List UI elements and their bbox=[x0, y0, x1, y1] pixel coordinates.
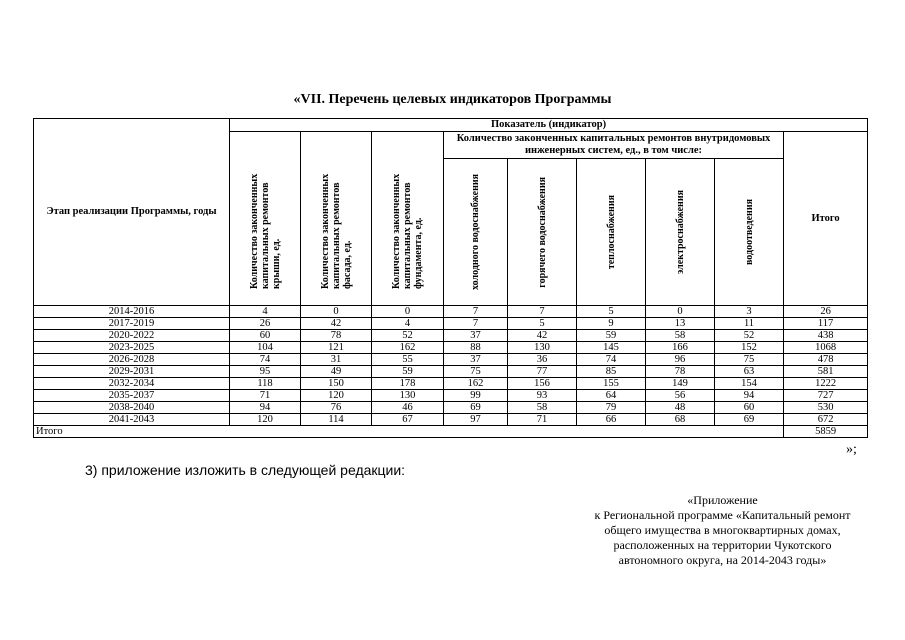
value-cell: 69 bbox=[715, 414, 784, 426]
value-cell: 162 bbox=[372, 342, 444, 354]
value-cell: 58 bbox=[646, 330, 715, 342]
column-header-cold-water: холодного водоснабжения bbox=[444, 159, 508, 306]
value-cell: 149 bbox=[646, 378, 715, 390]
value-cell: 13 bbox=[646, 318, 715, 330]
value-cell: 75 bbox=[444, 366, 508, 378]
value-cell: 94 bbox=[715, 390, 784, 402]
value-cell: 145 bbox=[577, 342, 646, 354]
value-cell: 48 bbox=[646, 402, 715, 414]
row-total-cell: 727 bbox=[784, 390, 868, 402]
row-total-cell: 438 bbox=[784, 330, 868, 342]
value-cell: 75 bbox=[715, 354, 784, 366]
table-row bbox=[34, 366, 868, 378]
value-cell: 121 bbox=[301, 342, 372, 354]
column-header-foundation: Количество законченных капитальных ремонтов фундамента, ед. bbox=[372, 132, 444, 306]
table-row bbox=[34, 342, 868, 354]
value-cell: 52 bbox=[372, 330, 444, 342]
table-row bbox=[34, 330, 868, 342]
value-cell: 94 bbox=[230, 402, 301, 414]
value-cell: 79 bbox=[577, 402, 646, 414]
value-cell: 154 bbox=[715, 378, 784, 390]
value-cell: 56 bbox=[646, 390, 715, 402]
row-total-cell: 672 bbox=[784, 414, 868, 426]
value-cell: 156 bbox=[508, 378, 577, 390]
value-cell: 58 bbox=[508, 402, 577, 414]
value-cell: 42 bbox=[301, 318, 372, 330]
stage-header: Этап реализации Программы, годы bbox=[34, 119, 230, 306]
value-cell: 130 bbox=[372, 390, 444, 402]
value-cell: 55 bbox=[372, 354, 444, 366]
value-cell: 93 bbox=[508, 390, 577, 402]
column-header-facade: Количество законченных капитальных ремонтов фасада, ед. bbox=[301, 132, 372, 306]
value-cell: 155 bbox=[577, 378, 646, 390]
column-header-roof: Количество законченных капитальных ремонтов крыши, ед. bbox=[230, 132, 301, 306]
value-cell: 152 bbox=[715, 342, 784, 354]
value-cell: 78 bbox=[301, 330, 372, 342]
value-cell: 3 bbox=[715, 306, 784, 318]
row-total-cell: 117 bbox=[784, 318, 868, 330]
closing-mark: »; bbox=[846, 442, 857, 457]
value-cell: 96 bbox=[646, 354, 715, 366]
value-cell: 42 bbox=[508, 330, 577, 342]
table-row bbox=[34, 414, 868, 426]
row-total-cell: 26 bbox=[784, 306, 868, 318]
value-cell: 150 bbox=[301, 378, 372, 390]
value-cell: 5 bbox=[508, 318, 577, 330]
period-cell: 2026-2028 bbox=[34, 354, 230, 366]
value-cell: 59 bbox=[372, 366, 444, 378]
value-cell: 0 bbox=[372, 306, 444, 318]
value-cell: 60 bbox=[715, 402, 784, 414]
value-cell: 59 bbox=[577, 330, 646, 342]
column-header-heating: теплоснабжения bbox=[577, 159, 646, 306]
appendix-line: «Приложение bbox=[687, 493, 758, 507]
value-cell: 60 bbox=[230, 330, 301, 342]
indicators-table bbox=[33, 118, 868, 438]
grand-total-value: 5859 bbox=[784, 426, 868, 438]
value-cell: 49 bbox=[301, 366, 372, 378]
appendix-line: автономного округа, на 2014-2043 годы» bbox=[618, 553, 827, 567]
section-title: «VII. Перечень целевых индикаторов Программы bbox=[293, 92, 612, 107]
period-cell: 2038-2040 bbox=[34, 402, 230, 414]
period-cell: 2032-2034 bbox=[34, 378, 230, 390]
value-cell: 85 bbox=[577, 366, 646, 378]
value-cell: 71 bbox=[508, 414, 577, 426]
value-cell: 7 bbox=[508, 306, 577, 318]
value-cell: 0 bbox=[301, 306, 372, 318]
value-cell: 99 bbox=[444, 390, 508, 402]
value-cell: 104 bbox=[230, 342, 301, 354]
value-cell: 69 bbox=[444, 402, 508, 414]
value-cell: 67 bbox=[372, 414, 444, 426]
value-cell: 66 bbox=[577, 414, 646, 426]
value-cell: 68 bbox=[646, 414, 715, 426]
table-row bbox=[34, 306, 868, 318]
value-cell: 7 bbox=[444, 306, 508, 318]
row-total-cell: 1068 bbox=[784, 342, 868, 354]
value-cell: 26 bbox=[230, 318, 301, 330]
value-cell: 4 bbox=[230, 306, 301, 318]
value-cell: 4 bbox=[372, 318, 444, 330]
grand-total-row bbox=[34, 426, 868, 438]
period-cell: 2017-2019 bbox=[34, 318, 230, 330]
table-row bbox=[34, 390, 868, 402]
value-cell: 74 bbox=[230, 354, 301, 366]
period-cell: 2014-2016 bbox=[34, 306, 230, 318]
period-cell: 2020-2022 bbox=[34, 330, 230, 342]
appendix-line: к Региональной программе «Капитальный ремонт bbox=[594, 508, 851, 522]
column-header-sewerage: водоотведения bbox=[715, 159, 784, 306]
value-cell: 71 bbox=[230, 390, 301, 402]
row-total-cell: 530 bbox=[784, 402, 868, 414]
value-cell: 130 bbox=[508, 342, 577, 354]
header-row-1 bbox=[34, 119, 868, 132]
period-cell: 2041-2043 bbox=[34, 414, 230, 426]
value-cell: 97 bbox=[444, 414, 508, 426]
systems-header: Количество законченных капитальных ремонтов внутридомовых инженерных систем, ед., в том числе: bbox=[444, 132, 784, 159]
value-cell: 36 bbox=[508, 354, 577, 366]
row-total-cell: 478 bbox=[784, 354, 868, 366]
value-cell: 46 bbox=[372, 402, 444, 414]
value-cell: 77 bbox=[508, 366, 577, 378]
amendment-note: 3) приложение изложить в следующей редакции: bbox=[85, 462, 406, 478]
column-header-electricity: электроснабжения bbox=[646, 159, 715, 306]
value-cell: 64 bbox=[577, 390, 646, 402]
value-cell: 31 bbox=[301, 354, 372, 366]
value-cell: 114 bbox=[301, 414, 372, 426]
table-row bbox=[34, 318, 868, 330]
row-total-cell: 581 bbox=[784, 366, 868, 378]
indicator-header: Показатель (индикатор) bbox=[230, 119, 868, 132]
value-cell: 166 bbox=[646, 342, 715, 354]
value-cell: 178 bbox=[372, 378, 444, 390]
value-cell: 63 bbox=[715, 366, 784, 378]
table-row bbox=[34, 402, 868, 414]
period-cell: 2035-2037 bbox=[34, 390, 230, 402]
value-cell: 37 bbox=[444, 330, 508, 342]
period-cell: 2023-2025 bbox=[34, 342, 230, 354]
appendix-line: общего имущества в многоквартирных домах, bbox=[604, 523, 841, 537]
value-cell: 78 bbox=[646, 366, 715, 378]
value-cell: 5 bbox=[577, 306, 646, 318]
value-cell: 76 bbox=[301, 402, 372, 414]
value-cell: 37 bbox=[444, 354, 508, 366]
grand-total-label: Итого bbox=[34, 426, 784, 438]
value-cell: 9 bbox=[577, 318, 646, 330]
appendix-heading bbox=[520, 493, 905, 568]
row-total-cell: 1222 bbox=[784, 378, 868, 390]
value-cell: 11 bbox=[715, 318, 784, 330]
value-cell: 162 bbox=[444, 378, 508, 390]
value-cell: 95 bbox=[230, 366, 301, 378]
value-cell: 0 bbox=[646, 306, 715, 318]
table-row bbox=[34, 354, 868, 366]
value-cell: 74 bbox=[577, 354, 646, 366]
column-header-hot-water: горячего водоснабжения bbox=[508, 159, 577, 306]
table-row bbox=[34, 378, 868, 390]
value-cell: 52 bbox=[715, 330, 784, 342]
value-cell: 120 bbox=[230, 414, 301, 426]
value-cell: 118 bbox=[230, 378, 301, 390]
value-cell: 88 bbox=[444, 342, 508, 354]
appendix-line: расположенных на территории Чукотского bbox=[613, 538, 832, 552]
total-header: Итого bbox=[784, 132, 868, 306]
value-cell: 7 bbox=[444, 318, 508, 330]
value-cell: 120 bbox=[301, 390, 372, 402]
period-cell: 2029-2031 bbox=[34, 366, 230, 378]
